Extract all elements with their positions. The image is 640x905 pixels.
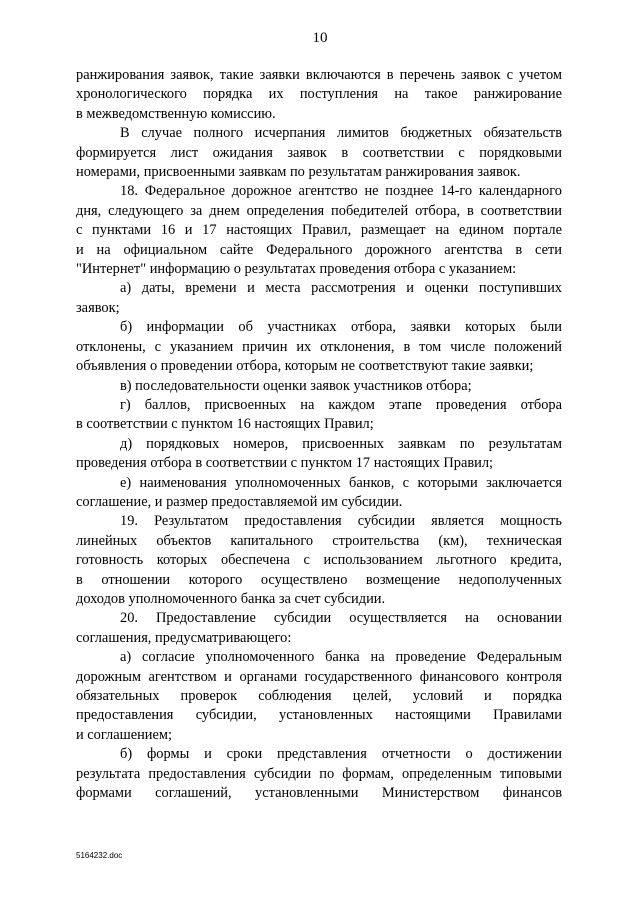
text-line: отклонены, с указанием причин их отклонения, в том числе положений bbox=[76, 338, 562, 355]
text-line: проведения отбора в соответствии с пунктом 17 настоящих Правил; bbox=[76, 455, 494, 472]
text-line: д) порядковых номеров, присвоенных заявкам по результатам bbox=[120, 435, 562, 452]
text-line: в соответствии с пунктом 16 настоящих Правил; bbox=[76, 416, 374, 433]
text-line: соглашения, предусматривающего: bbox=[76, 629, 292, 646]
text-line: 20. Предоставление субсидии осуществляется на основании bbox=[120, 610, 562, 627]
text-line: дорожным агентством и органами государственного финансового контроля bbox=[76, 668, 562, 685]
text-line: В случае полного исчерпания лимитов бюджетных обязательств bbox=[120, 125, 562, 142]
text-line: а) согласие уполномоченного банка на проведение Федеральным bbox=[120, 649, 562, 666]
text-line: формируется лист ожидания заявок в соответствии с порядковыми bbox=[76, 144, 562, 161]
text-line: результата предоставления субсидии по формам, определенным типовыми bbox=[76, 765, 562, 782]
text-line: в отношении которого осуществлено возмещение недополученных bbox=[76, 571, 562, 588]
text-line: б) информации об участниках отбора, заявки которых были bbox=[120, 319, 562, 336]
text-line: формами соглашений, установленными Министерством финансов bbox=[76, 785, 562, 802]
text-line: номерами, присвоенными заявкам по результатам ранжирования заявок. bbox=[76, 164, 521, 181]
text-line: доходов уполномоченного банка за счет субсидии. bbox=[76, 590, 386, 607]
text-line: г) баллов, присвоенных на каждом этапе проведения отбора bbox=[120, 396, 562, 413]
text-line: и на официальном сайте Федерального дорожного агентства в сети bbox=[76, 241, 562, 258]
text-line: 19. Результатом предоставления субсидии является мощность bbox=[120, 513, 562, 530]
text-line: в) последовательности оценки заявок участников отбора; bbox=[120, 377, 472, 394]
text-line: готовность которых обеспечена с использованием льготного кредита, bbox=[76, 552, 562, 569]
text-line: с пунктами 16 и 17 настоящих Правил, размещает на едином портале bbox=[76, 222, 562, 239]
text-line: предоставления субсидии, установленных настоящими Правилами bbox=[76, 707, 562, 724]
text-line: в межведомственную комиссию. bbox=[76, 105, 276, 122]
text-line: обязательных проверок соблюдения целей, условий и порядка bbox=[76, 688, 562, 704]
footer-filename: 5164232.doc bbox=[76, 851, 123, 860]
text-line: ранжирования заявок, такие заявки включаются в перечень заявок с учетом bbox=[76, 67, 562, 83]
text-line: заявок; bbox=[76, 299, 120, 316]
text-line: линейных объектов капитального строительства (км), техническая bbox=[76, 532, 562, 549]
text-line: е) наименования уполномоченных банков, с которыми заключается bbox=[120, 474, 562, 491]
text-line: и соглашением; bbox=[76, 726, 172, 743]
text-line: объявления о проведении отбора, которым не соответствуют такие заявки; bbox=[76, 358, 534, 375]
text-line: б) формы и сроки представления отчетности о достижении bbox=[120, 746, 562, 763]
page-number: 10 bbox=[312, 30, 328, 46]
text-line: соглашение, и размер предоставляемой им субсидии. bbox=[76, 493, 403, 510]
document-body bbox=[76, 66, 562, 803]
text-line: 18. Федеральное дорожное агентство не позднее 14-го календарного bbox=[120, 183, 562, 200]
text-line: дня, следующего за днем определения победителей отбора, в соответствии bbox=[76, 202, 562, 219]
text-line: а) даты, времени и места рассмотрения и оценки поступивших bbox=[120, 280, 562, 297]
text-line: хронологического порядка их поступления на такое ранжирование bbox=[76, 86, 562, 103]
text-line: "Интернет" информацию о результатах проведения отбора с указанием: bbox=[76, 261, 517, 278]
